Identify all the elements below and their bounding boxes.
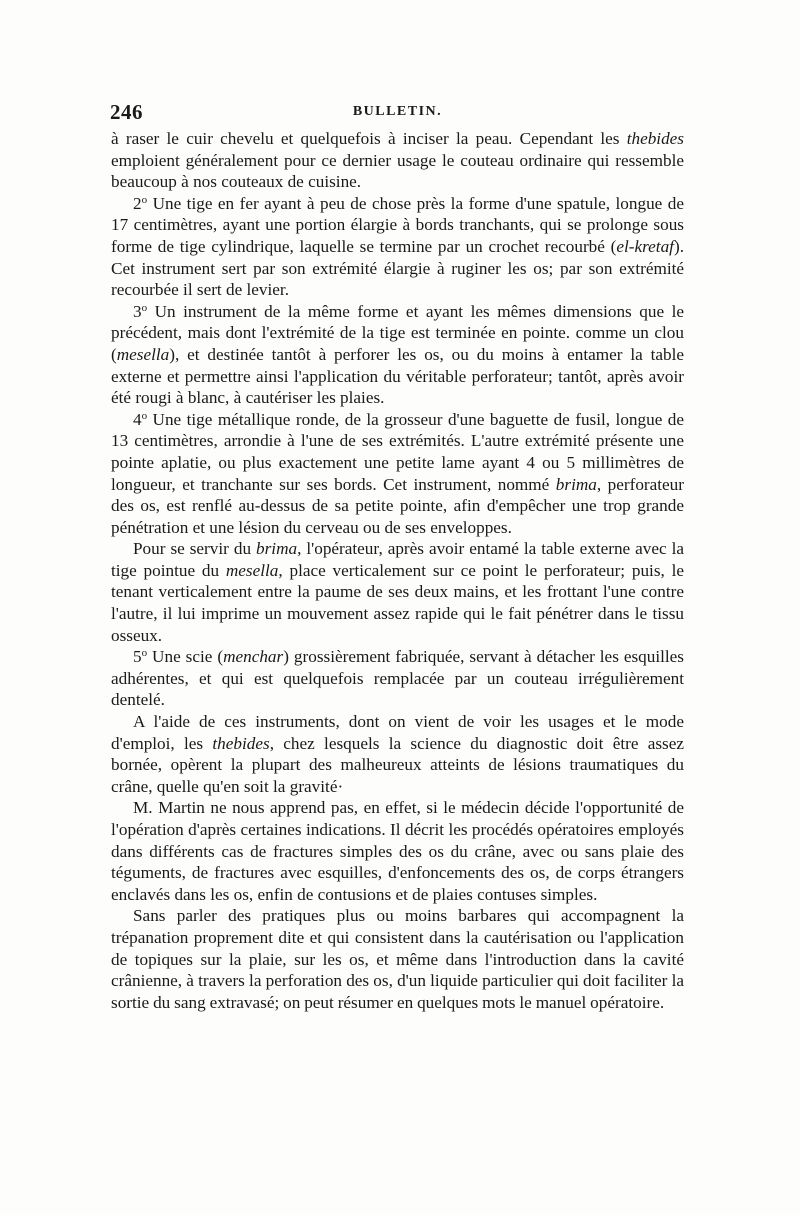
italic-term: brima — [256, 539, 298, 559]
italic-term: mesella — [225, 560, 279, 580]
item-number: 2 — [133, 193, 142, 213]
italic-term: thebides — [212, 733, 270, 753]
paragraph-martin — [111, 797, 684, 905]
text-run: ). Cet instrument sert par son extrémité élargie à ruginer les os; par son extrémité recourbée il sert de levier. — [111, 236, 684, 300]
paragraph-item-4 — [111, 409, 684, 539]
text-run: à raser le cuir chevelu et quelquefois à inciser la peau. Cependant les — [111, 129, 627, 148]
ordinal-superscript: o — [141, 647, 148, 660]
text-run: Une tige en fer ayant à peu de chose près la forme d'une spatule, longue de 17 centimètres, ayant une portion élargie à bords tranchants, qui se prolonge sous forme de tige cylindrique, laquelle se termine par un crochet recourbé ( — [111, 193, 684, 256]
paragraph-continuation — [111, 128, 684, 193]
text-run: , chez lesquels la science du diagnostic doit être assez bornée, opèrent la plupart des malheureux atteints de lésions traumatiques du crâne, quelle qu'en soit la gravité· — [111, 733, 684, 796]
text-run: Une scie ( — [147, 647, 224, 667]
running-title: BULLETIN. — [352, 104, 443, 119]
italic-term: brima — [555, 474, 597, 494]
body-text — [111, 128, 684, 1013]
text-run: Une tige métallique ronde, de la grosseur d'une baguette de fusil, longue de 13 centimètres, arrondie à l'une de ses extrémités. L'autre extrémité présente une pointe aplatie, ou plus exactement une petite lame ayant 4 ou 5 millimètres de longueur, et tranchante sur ses bords. Cet instrument, nommé — [111, 409, 684, 494]
text-run: , l'opérateur, après avoir entamé la table externe avec la tige pointue du — [111, 539, 684, 580]
item-number: 3 — [133, 301, 142, 321]
item-number: 5 — [133, 647, 142, 667]
text-run: ) grossièrement fabriquée, servant à détacher les esquilles adhérentes, et qui est quelquefois remplacée par un couteau irrégulièrement dentelé. — [111, 647, 684, 710]
item-number: 4 — [133, 409, 142, 429]
paragraph-trepanation — [111, 905, 684, 1013]
ordinal-superscript: o — [141, 193, 148, 206]
page-header — [110, 100, 685, 126]
text-run: , perforateur des os, est renflé au-dessus de sa petite pointe, afin d'empêcher une trop grande pénétration et une lésion du cerveau ou de ses enveloppes. — [111, 474, 684, 537]
page-number: 246 — [110, 100, 143, 124]
paragraph-brima-usage — [111, 538, 684, 646]
text-run: A l'aide de ces instruments, dont on vient de voir les usages et le mode d'emploi, les — [111, 712, 684, 753]
text-run: emploient généralement pour ce dernier usage le couteau ordinaire qui ressemble beaucoup à nos couteaux de cuisine. — [111, 150, 684, 192]
paragraph-item-3 — [111, 301, 684, 409]
text-run: M. Martin ne nous apprend pas, en effet, si le médecin décide l'opportunité de l'opération d'après certaines indications. Il décrit les procédés opératoires employés dans différents cas de fractures simples des os du crâne, avec ou sans plaie des téguments, de fractures avec esquilles, d'enfoncements des os, de corps étrangers enclavés dans les os, enfin de contusions et de plaies contuses simples. — [111, 798, 684, 904]
paragraph-item-5 — [111, 646, 684, 711]
text-run: Un instrument de la même forme et ayant les mêmes dimensions que le précédent, mais dont l'extrémité de la tige est terminée en pointe. comme un clou ( — [111, 301, 684, 364]
italic-term: thebides — [626, 129, 684, 148]
italic-term: el-kretaf — [616, 236, 674, 256]
text-run: Sans parler des pratiques plus ou moins barbares qui accompagnent la trépanation proprement dite et qui consistent dans la cautérisation ou l'application de topiques sur la plaie, sur les os, et même dans l'introduction dans la cavité crânienne, à travers la perforation des os, d'un liquide particulier qui doit faciliter la sortie du sang extravasé; on peut résumer en quelques mots le manuel opératoire. — [111, 906, 684, 1012]
paragraph-item-2 — [111, 193, 684, 301]
italic-term: mesella — [116, 344, 170, 364]
text-run: , place verticalement sur ce point le perforateur; puis, le tenant verticalement entre la paume de ses deux mains, et les frottant l'une contre l'autre, il lui imprime un mouvement assez rapide qui le fait pénétrer dans le tissu osseux. — [111, 560, 684, 645]
paragraph-instruments-summary — [111, 711, 684, 797]
ordinal-superscript: o — [141, 409, 148, 422]
text-run: ), et destinée tantôt à perforer les os, ou du moins à entamer la table externe et permettre ainsi l'application du véritable perforateur; tantôt, après avoir été rougi à blanc, à cautériser les plaies. — [111, 344, 684, 408]
italic-term: menchar — [223, 647, 284, 667]
text-run: Pour se servir du — [133, 539, 257, 559]
ordinal-superscript: o — [141, 301, 148, 314]
